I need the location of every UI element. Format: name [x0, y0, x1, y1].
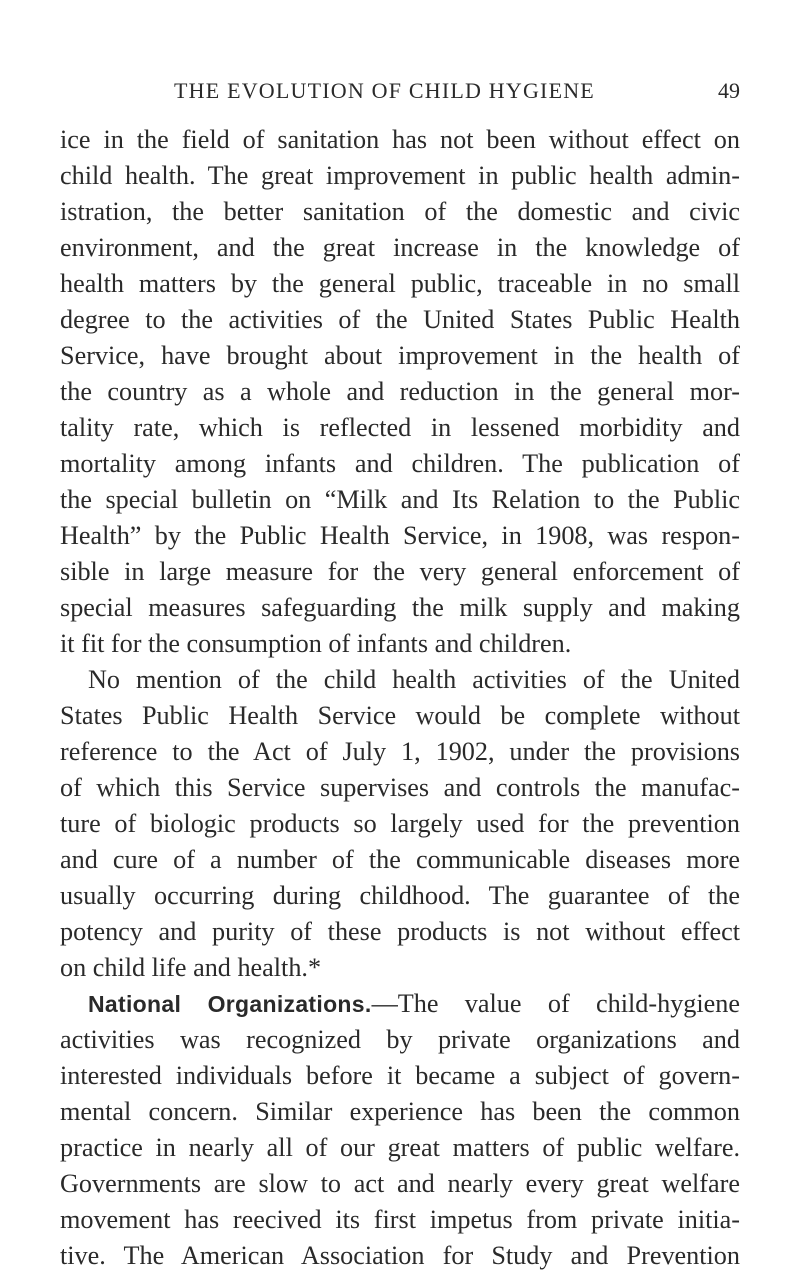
body-line: reference to the Act of July 1, 1902, under the provisions: [60, 737, 740, 766]
body-line: mortality among infants and children. The publication of: [60, 449, 740, 478]
section-first-line: [88, 986, 740, 1022]
page-number: 49: [718, 78, 740, 103]
section-line: mental concern. Similar experience has been the common: [60, 1097, 740, 1126]
body-line: and cure of a number of the communicable diseases more: [60, 845, 740, 874]
body-line: the country as a whole and reduction in the general mor-: [60, 377, 740, 406]
body-line: Health” by the Public Health Service, in 1908, was respon-: [60, 521, 740, 550]
body-line: degree to the activities of the United States Public Health: [60, 305, 740, 334]
section-heading: National Organizations.: [88, 991, 372, 1017]
body-line: usually occurring during childhood. The guarantee of the: [60, 881, 740, 910]
body-line: istration, the better sanitation of the domestic and civic: [60, 197, 740, 226]
body-line: health matters by the general public, traceable in no small: [60, 269, 740, 298]
body-line: No mention of the child health activities of the United: [88, 665, 740, 694]
section-first-line-text: —The value of child-hygiene: [371, 989, 740, 1018]
section-line: Governments are slow to act and nearly every great welfare: [60, 1169, 740, 1198]
body-line: tality rate, which is reflected in lessened morbidity and: [60, 413, 740, 442]
body-line: child health. The great improvement in public health admin-: [60, 161, 740, 190]
section-line: practice in nearly all of our great matters of public welfare.: [60, 1133, 740, 1162]
body-line: on child life and health.*: [60, 953, 322, 982]
section-line: tive. The American Association for Study and Prevention: [60, 1241, 740, 1270]
body-line: of which this Service supervises and controls the manufac-: [60, 773, 740, 802]
running-title: THE EVOLUTION OF CHILD HYGIENE: [174, 78, 595, 103]
body-line: it fit for the consumption of infants and children.: [60, 629, 572, 658]
body-line: sible in large measure for the very general enforcement of: [60, 557, 740, 586]
body-line: States Public Health Service would be complete without: [60, 701, 740, 730]
running-head: [60, 78, 740, 108]
body-line: the special bulletin on “Milk and Its Relation to the Public: [60, 485, 740, 514]
body-line: special measures safeguarding the milk supply and making: [60, 593, 740, 622]
body-line: Service, have brought about improvement in the health of: [60, 341, 740, 370]
section-line: movement has reecived its first impetus from private initia-: [60, 1205, 740, 1234]
body-line: environment, and the great increase in the knowledge of: [60, 233, 740, 262]
section-line: interested individuals before it became a subject of govern-: [60, 1061, 740, 1090]
body-line: ture of biologic products so largely used for the prevention: [60, 809, 740, 838]
body-line: potency and purity of these products is not without effect: [60, 917, 740, 946]
body-line: ice in the field of sanitation has not been without effect on: [60, 125, 740, 154]
section-line: activities was recognized by private organizations and: [60, 1025, 740, 1054]
